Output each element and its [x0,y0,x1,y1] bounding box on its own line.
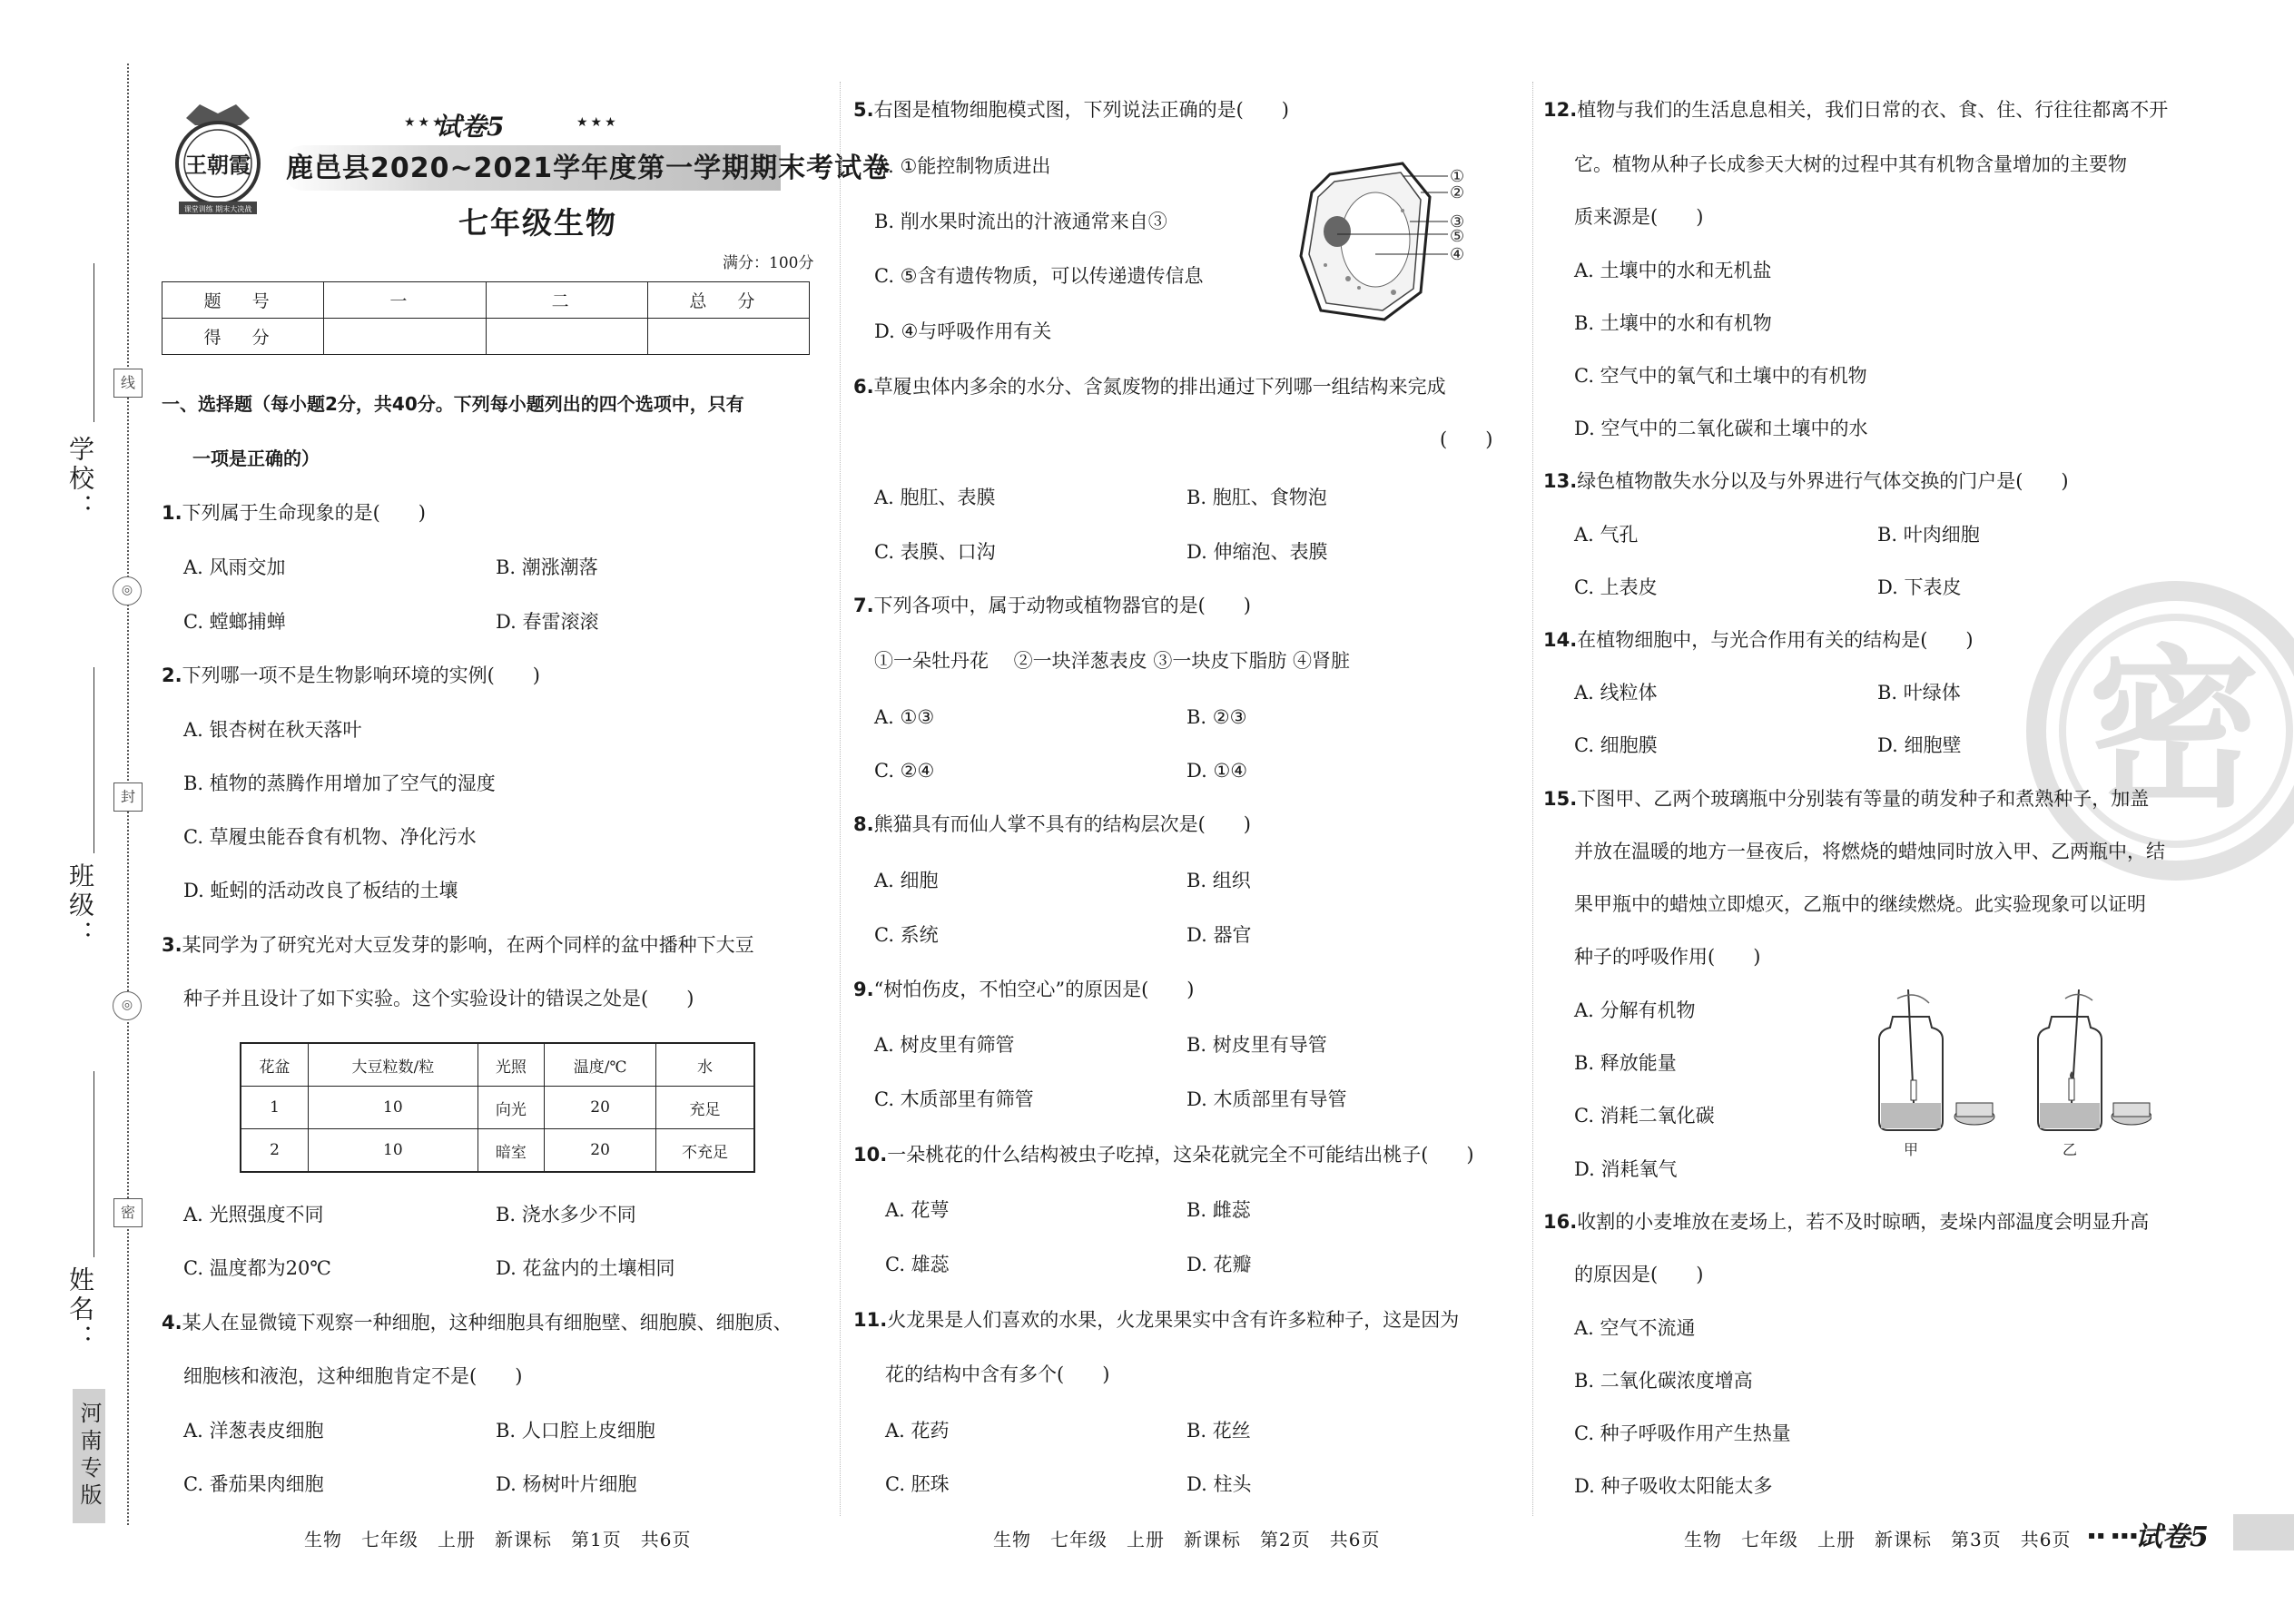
question-10 [853,1141,1474,1168]
question-number: 11. [853,1309,888,1331]
option-a[interactable]: A. ①③ [874,706,935,728]
question-9 [853,976,1194,1003]
question-stem: 下图甲、乙两个玻璃瓶中分别装有等量的萌发种子和煮熟种子，加盖 [1577,788,2150,810]
option-d[interactable]: D. 器官 [1186,924,1252,946]
question-number: 3. [162,934,182,956]
svg-text:王朝霞: 王朝霞 [185,152,251,178]
option-a[interactable]: A. 细胞 [874,870,939,891]
tag-bar-decoration [2233,1514,2294,1550]
option-b[interactable]: B. 胞肛、食物泡 [1186,487,1327,508]
question-stem: 绿色植物散失水分以及与外界进行气体交换的门户是( ) [1577,470,2069,492]
option-b[interactable]: B. 潮涨潮落 [496,556,598,578]
question-15 [1543,785,2149,812]
question-number: 4. [162,1312,182,1334]
score-table-header: 二 [486,282,647,319]
option-d[interactable]: D. 种子吸收太阳能太多 [1574,1475,1773,1497]
svg-text:甲: 甲 [1903,1141,1919,1158]
experiment-cell: 向光 [478,1087,545,1129]
question-stem-cont: 质来源是( ) [1574,206,1704,228]
tag-dots-decoration: ▪▪ ▪▪▪ [2088,1529,2140,1541]
experiment-header: 花盆 [241,1043,309,1087]
question-stem: 下列哪一项不是生物影响环境的实例( ) [182,664,540,686]
star-deco-right: ★★★ [576,115,619,130]
option-a[interactable]: A. 胞肛、表膜 [874,487,996,508]
score-row-label: 得 分 [162,319,324,355]
paper-series: 试卷5 [436,112,505,142]
option-a[interactable]: A. 花药 [885,1420,950,1442]
question-stem: 草履虫体内多余的水分、含氮废物的排出通过下列哪一组结构来完成 [873,376,1446,398]
option-c[interactable]: C. 上表皮 [1574,576,1658,598]
experiment-header: 水 [656,1043,754,1087]
binding-coil-icon: ◎ [113,576,142,605]
experiment-header: 光照 [478,1043,545,1087]
question-stem-cont: 的原因是( ) [1574,1264,1704,1285]
option-b[interactable]: B. 叶绿体 [1877,682,1961,704]
jar-yi-icon [2038,989,2151,1130]
question-items: ①一朵牡丹花 ②一块洋葱表皮 ③一块皮下脂肪 ④肾脏 [874,650,1351,672]
question-13 [1543,468,2069,495]
question-5 [853,96,1289,123]
experiment-cell: 不充足 [656,1129,754,1173]
section-heading-cont: 一项是正确的） [192,448,320,469]
paper-tag: 试卷5 [2135,1521,2209,1553]
option-a[interactable]: A. 线粒体 [1574,682,1658,704]
score-cell[interactable] [647,319,809,355]
option-d[interactable]: D. 花盆内的土壤相同 [496,1257,675,1279]
question-3 [162,931,754,959]
option-b[interactable]: B. 组织 [1186,870,1251,891]
score-table-row [162,319,810,355]
score-table-header: 总 分 [647,282,809,319]
question-stem: 某人在显微镜下观察一种细胞，这种细胞具有细胞壁、细胞膜、细胞质、 [182,1312,793,1334]
full-score: 满分：100分 [723,254,814,272]
score-table [162,281,810,355]
question-stem-cont: 花的结构中含有多个( ) [885,1363,1110,1385]
question-stem-cont: 并放在温暖的地方一昼夜后，将燃烧的蜡烛同时放入甲、乙两瓶中，结 [1574,841,2165,862]
option-c[interactable]: C. 细胞膜 [1574,734,1658,756]
option-b[interactable]: B. 浇水多少不同 [496,1204,636,1225]
option-a[interactable]: A. 土壤中的水和无机盐 [1574,260,1772,281]
svg-text:②: ② [1450,183,1465,202]
experiment-cell: 20 [545,1129,656,1173]
option-c[interactable]: C. 空气中的氧气和土壤中的有机物 [1574,365,1867,387]
question-number: 8. [853,813,874,835]
experiment-table [240,1042,755,1173]
option-b[interactable]: B. 树皮里有导管 [1186,1034,1327,1056]
option-b[interactable]: B. ②③ [1186,706,1247,728]
name-label: 姓名： [65,1266,95,1353]
option-c[interactable]: C. 番茄果肉细胞 [183,1473,324,1495]
option-a[interactable]: A. 洋葱表皮细胞 [183,1420,324,1442]
score-table-header: 一 [324,282,486,319]
section-heading: 一、选择题（每小题2分，共40分。下列每小题列出的四个选项中，只有 [162,393,744,415]
question-number: 1. [162,502,182,524]
option-d[interactable]: D. 春雷滚滚 [496,611,599,633]
question-8 [853,811,1251,838]
edition-tag: 河南专版 [73,1389,105,1523]
page-footer-1: 生物 七年级 上册 新课标 第1页 共6页 [304,1529,692,1550]
experiment-cell: 10 [309,1129,478,1173]
column-divider [1532,82,1533,1516]
question-7 [853,592,1251,619]
question-number: 2. [162,664,182,686]
option-b[interactable]: B. 土壤中的水和有机物 [1574,312,1772,334]
question-number: 10. [853,1144,888,1166]
option-b[interactable]: B. 植物的蒸腾作用增加了空气的湿度 [183,773,496,794]
option-d[interactable]: D. 细胞壁 [1877,734,1962,756]
class-label: 班级： [65,862,95,950]
answer-paren[interactable]: ( ) [1440,428,1493,450]
page-footer-2: 生物 七年级 上册 新课标 第2页 共6页 [993,1529,1381,1550]
school-label: 学校： [65,436,95,523]
experiment-cell: 暗室 [478,1129,545,1173]
question-number: 13. [1543,470,1578,492]
svg-text:课堂训练 期末大决战: 课堂训练 期末大决战 [183,205,252,213]
seal-mark-seal: 封 [113,782,143,812]
option-c[interactable]: C. 雄蕊 [885,1254,950,1275]
question-stem: 右图是植物细胞模式图，下列说法正确的是( ) [873,99,1289,121]
column-divider [840,82,841,1516]
option-a[interactable]: A. 花萼 [885,1199,950,1221]
option-c[interactable]: C. 系统 [874,924,939,946]
brand-logo-icon [168,100,268,218]
question-stem: 一朵桃花的什么结构被虫子吃掉，这朵花就完全不可能结出桃子( ) [887,1144,1474,1166]
experiment-cell: 20 [545,1087,656,1129]
experiment-cell: 1 [241,1087,309,1129]
option-c[interactable]: C. 螳螂捕蝉 [183,611,286,633]
experiment-header-row [241,1043,754,1087]
experiment-row [241,1129,754,1173]
question-stem-cont: 细胞核和液泡，这种细胞肯定不是( ) [183,1365,523,1387]
option-d[interactable]: D. 柱头 [1186,1473,1252,1495]
question-number: 9. [853,979,874,1000]
question-stem-cont: 种子并且设计了如下实验。这个实验设计的错误之处是( ) [183,988,694,1009]
subject-title: 七年级生物 [458,205,617,241]
option-d[interactable]: D. 伸缩泡、表膜 [1186,541,1328,563]
question-6 [853,373,1446,400]
star-deco-left: ★★★ [404,115,447,130]
option-c[interactable]: C. 种子呼吸作用产生热量 [1574,1422,1791,1444]
question-12 [1543,96,2168,123]
question-number: 14. [1543,629,1578,651]
option-a[interactable]: A. 气孔 [1574,524,1639,546]
seed-jar-experiment-diagram [1861,989,2151,1162]
question-number: 15. [1543,788,1578,810]
svg-text:⑤: ⑤ [1450,227,1465,246]
option-d[interactable]: D. 木质部里有导管 [1186,1088,1347,1110]
option-c[interactable]: C. 温度都为20℃ [183,1257,331,1279]
experiment-cell: 2 [241,1129,309,1173]
question-14 [1543,626,1974,654]
score-cell[interactable] [486,319,647,355]
option-b[interactable]: B. 雌蕊 [1186,1199,1251,1221]
svg-text:①: ① [1450,167,1465,186]
page-footer-3: 生物 七年级 上册 新课标 第3页 共6页 [1684,1529,2072,1550]
option-d[interactable]: D. 消耗氧气 [1574,1158,1678,1180]
svg-text:③: ③ [1450,212,1465,231]
option-d[interactable]: D. 杨树叶片细胞 [496,1473,637,1495]
option-d[interactable]: D. 花瓣 [1186,1254,1252,1275]
score-cell[interactable] [324,319,486,355]
option-b[interactable]: B. 二氧化碳浓度增高 [1574,1370,1753,1392]
plant-cell-diagram [1294,156,1475,329]
option-a[interactable]: A. 风雨交加 [183,556,286,578]
option-b[interactable]: B. 叶肉细胞 [1877,524,1980,546]
option-a[interactable]: A. 树皮里有筛管 [874,1034,1015,1056]
svg-text:乙: 乙 [2062,1141,2078,1158]
seal-mark-line: 线 [113,369,143,398]
svg-text:④: ④ [1450,245,1465,264]
question-stem-cont: 种子的呼吸作用( ) [1574,946,1761,968]
question-11 [853,1306,1459,1334]
option-b[interactable]: B. 削水果时流出的汁液通常来自③ [874,211,1167,232]
question-number: 12. [1543,99,1578,121]
question-stem: 下列属于生命现象的是( ) [182,502,426,524]
experiment-cell: 10 [309,1087,478,1129]
question-1 [162,499,426,527]
option-c[interactable]: C. 木质部里有筛管 [874,1088,1034,1110]
question-4 [162,1309,793,1336]
question-stem-cont: 它。植物从种子长成参天大树的过程中其有机物含量增加的主要物 [1574,153,2127,175]
option-c[interactable]: C. 草履虫能吞食有机物、净化污水 [183,826,477,848]
question-number: 5. [853,99,874,121]
question-2 [162,662,540,689]
option-d[interactable]: D. ①④ [1186,760,1248,782]
question-stem: 下列各项中，属于动物或植物器官的是( ) [873,595,1251,616]
option-d[interactable]: D. 下表皮 [1877,576,1962,598]
question-stem: 火龙果是人们喜欢的水果，火龙果果实中含有许多粒种子，这是因为 [887,1309,1460,1331]
question-stem: 收割的小麦堆放在麦场上，若不及时晾晒，麦垛内部温度会明显升高 [1577,1211,2150,1233]
experiment-cell: 充足 [656,1087,754,1129]
question-stem: 某同学为了研究光对大豆发芽的影响，在两个同样的盆中播种下大豆 [182,934,754,956]
option-b[interactable]: B. 花丝 [1186,1420,1251,1442]
option-c[interactable]: C. 消耗二氧化碳 [1574,1105,1715,1127]
option-a[interactable]: A. 光照强度不同 [183,1204,324,1225]
question-stem: “树怕伤皮，不怕空心”的原因是( ) [873,979,1195,1000]
exam-title: 鹿邑县2020~2021学年度第一学期期末考试卷 [286,153,891,184]
seal-mark-secret: 密 [113,1198,143,1227]
option-a[interactable]: A. 空气不流通 [1574,1317,1696,1339]
question-number: 6. [853,376,874,398]
question-stem: 在植物细胞中，与光合作用有关的结构是( ) [1577,629,1974,651]
option-b[interactable]: B. 释放能量 [1574,1052,1677,1074]
option-c[interactable]: C. ②④ [874,760,935,782]
option-d[interactable]: D. 蚯蚓的活动改良了板结的土壤 [183,880,458,901]
option-d[interactable]: D. 空气中的二氧化碳和土壤中的水 [1574,418,1868,439]
watermark-stamp-char: 密 [2088,630,2261,831]
question-number: 7. [853,595,874,616]
score-table-header-row [162,282,810,319]
question-number: 16. [1543,1211,1578,1233]
question-16 [1543,1208,2149,1235]
option-b[interactable]: B. 人口腔上皮细胞 [496,1420,655,1442]
question-stem: 植物与我们的生活息息相关，我们日常的衣、食、住、行往往都离不开 [1577,99,2169,121]
option-c[interactable]: C. ⑤含有遗传物质，可以传递遗传信息 [874,265,1204,287]
option-a[interactable]: A. 银杏树在秋天落叶 [183,719,362,741]
option-c[interactable]: C. 胚珠 [885,1473,950,1495]
jar-jia-icon [1879,989,1994,1130]
binding-coil-icon: ◎ [113,991,142,1020]
score-table-header: 题 号 [162,282,324,319]
question-stem: 熊猫具有而仙人掌不具有的结构层次是( ) [873,813,1251,835]
option-a[interactable]: A. ①能控制物质进出 [874,155,1051,177]
experiment-header: 大豆粒数/粒 [309,1043,478,1087]
option-d[interactable]: D. ④与呼吸作用有关 [874,320,1052,342]
question-stem-cont: 果甲瓶中的蜡烛立即熄灭，乙瓶中的继续燃烧。此实验现象可以证明 [1574,893,2146,915]
experiment-header: 温度/℃ [545,1043,656,1087]
option-a[interactable]: A. 分解有机物 [1574,999,1696,1021]
option-c[interactable]: C. 表膜、口沟 [874,541,996,563]
experiment-row [241,1087,754,1129]
